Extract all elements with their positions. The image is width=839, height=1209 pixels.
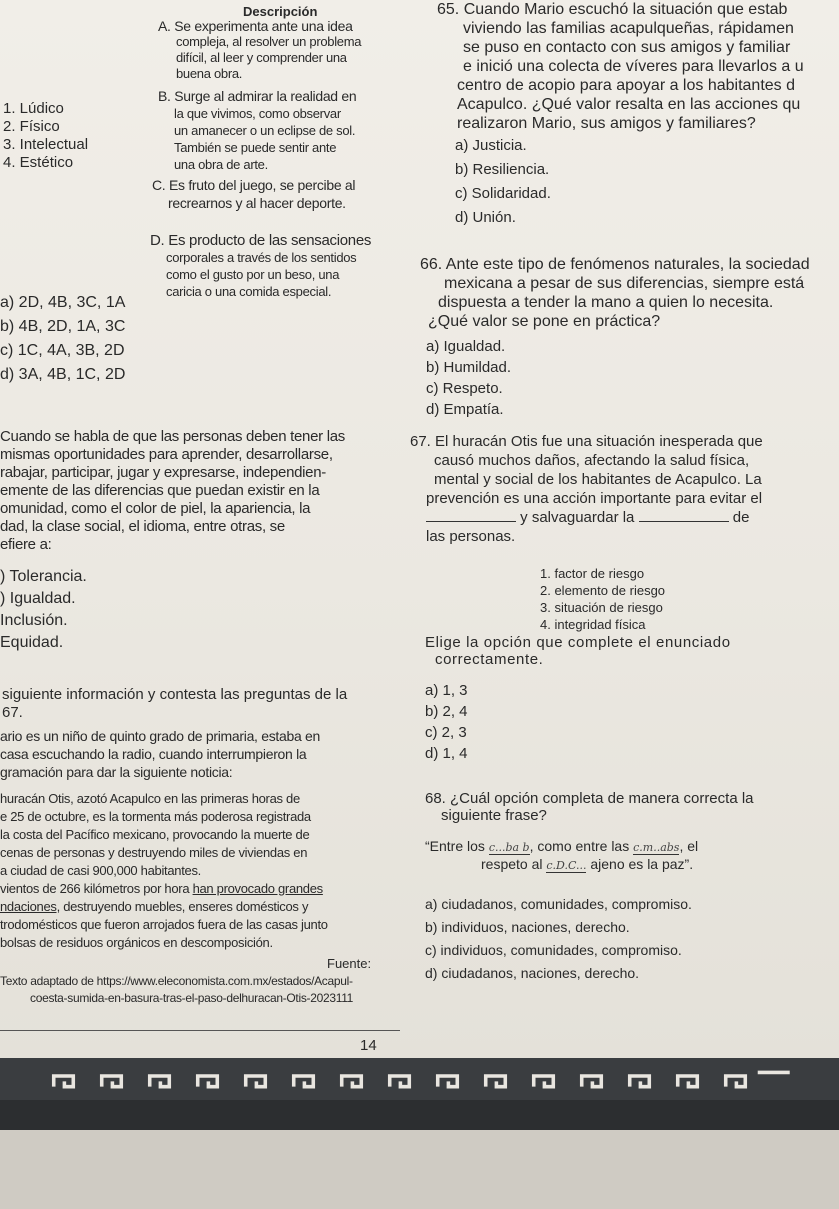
page-number: 14 <box>360 1037 377 1054</box>
story-text <box>0 727 320 781</box>
q68-options <box>425 893 692 985</box>
question-line: emente de las diferencias que puedan existir en la <box>0 482 320 499</box>
desc-line: caricia o una comida especial. <box>166 284 332 299</box>
source-line: coesta-sumida-en-basura-tras-el-paso-delhuracan-Otis-2023111 <box>30 991 354 1005</box>
q67-prompt <box>425 634 731 668</box>
source-text <box>0 973 353 1007</box>
option-item[interactable]: a) 2D, 4B, 3C, 1A <box>0 294 126 311</box>
item-line: 2. elemento de riesgo <box>540 583 666 598</box>
answer-blank[interactable] <box>639 509 729 522</box>
question-68 <box>425 790 754 824</box>
story-line: ario es un niño de quinto grado de primaria, estaba en <box>0 728 321 744</box>
handwritten-answer[interactable]: c.D.C... <box>546 859 587 872</box>
question-line: 65. Cuando Mario escuchó la situación que estab <box>437 1 788 18</box>
option-item[interactable]: b) 4B, 2D, 1A, 3C <box>0 318 126 335</box>
phrase-line <box>425 838 698 856</box>
question-line: causó muchos daños, afectando la salud física, <box>434 452 750 469</box>
phrase-fragment: ajeno es la paz”. <box>590 856 694 872</box>
question-line: mental y social de los habitantes de Acapulco. La <box>434 471 762 488</box>
news-line: la costa del Pacífico mexicano, provocando la muerte de <box>0 827 310 842</box>
intro-line: siguiente información y contesta las preguntas de la <box>2 686 348 703</box>
description-b <box>158 88 356 173</box>
handwritten-answer[interactable]: c.m..abs <box>633 841 680 854</box>
reading-intro <box>2 686 347 722</box>
story-line: casa escuchando la radio, cuando interrumpieron la <box>0 746 307 762</box>
option-item[interactable]: c) 1C, 4A, 3B, 2D <box>0 342 125 359</box>
story-line: gramación para dar la siguiente noticia: <box>0 764 233 780</box>
greek-key-border <box>0 1060 839 1100</box>
desc-line: una obra de arte. <box>174 157 268 172</box>
type-item: 2. Físico <box>3 118 60 135</box>
handwritten-answer[interactable]: c...ba b <box>488 841 530 854</box>
match-options <box>0 291 125 387</box>
option-item[interactable]: b) 2, 4 <box>425 703 468 720</box>
desc-line: recrearnos y al hacer deporte. <box>168 195 346 211</box>
desc-line: A. Se experimenta ante una idea <box>158 18 353 34</box>
option-item[interactable]: d) 1, 4 <box>425 745 468 762</box>
question-line: viviendo las familias acapulqueñas, rápidamen <box>463 20 794 37</box>
desc-line: B. Surge al admirar la realidad en <box>158 88 357 104</box>
news-line: e 25 de octubre, es la tormenta más poderosa registrada <box>0 809 311 824</box>
news-text <box>0 790 328 952</box>
prompt-line: correctamente. <box>435 651 544 668</box>
desc-line: un amanecer o un eclipse de sol. <box>174 123 356 138</box>
question-line: efiere a: <box>0 536 52 553</box>
news-fragment: destruyendo muebles, enseres domésticos y <box>59 899 309 914</box>
option-item[interactable]: a) Igualdad. <box>426 338 506 355</box>
option-item[interactable]: a) 1, 3 <box>425 682 468 699</box>
question-line: siguiente frase? <box>441 807 547 824</box>
item-line: 1. factor de riesgo <box>540 566 645 581</box>
phrase-fragment: , el <box>679 838 699 854</box>
phrase-fragment: , como entre las <box>529 838 630 854</box>
question-line: omunidad, como el color de piel, la apariencia, la <box>0 500 311 517</box>
news-line <box>0 898 328 916</box>
type-item: 3. Intelectual <box>3 136 89 153</box>
question-line: e inició una colecta de víveres para llevarlos a u <box>463 58 804 75</box>
equality-question <box>0 428 345 554</box>
question-line: mismas oportunidades para aprender, desarrollarse, <box>0 446 333 463</box>
news-line: a ciudad de casi 900,000 habitantes. <box>0 863 201 878</box>
q67-items <box>540 565 665 633</box>
description-d <box>150 232 371 300</box>
desc-line: la que vivimos, como observar <box>174 106 341 121</box>
news-line: bolsas de residuos orgánicos en descomposición. <box>0 935 273 950</box>
divider <box>0 1030 400 1031</box>
description-heading: Descripción <box>243 4 318 19</box>
option-item[interactable]: ) Tolerancia. <box>0 568 87 585</box>
desc-line: como el gusto por un beso, una <box>166 267 340 282</box>
desc-line: C. Es fruto del juego, se percibe al <box>152 177 356 193</box>
news-fragment: vientos de 266 kilómetros por hora <box>0 881 190 896</box>
option-item[interactable]: a) Justicia. <box>455 137 527 154</box>
description-c <box>152 176 355 212</box>
type-item: 1. Lúdico <box>3 100 64 117</box>
q66-options <box>426 336 511 420</box>
prompt-line: Elige la opción que complete el enunciado <box>425 634 731 651</box>
question-line: 67. El huracán Otis fue una situación inesperada que <box>410 433 763 450</box>
type-item: 4. Estético <box>3 154 74 171</box>
option-item[interactable]: c) individuos, comunidades, compromiso. <box>425 942 682 958</box>
equality-options <box>0 566 87 654</box>
desc-line: buena obra. <box>176 66 243 81</box>
option-item[interactable]: ) Igualdad. <box>0 590 76 607</box>
news-line: cenas de personas y destruyendo miles de viviendas en <box>0 845 308 860</box>
question-65 <box>437 0 804 133</box>
footer-dark-band <box>0 1100 839 1130</box>
option-item[interactable]: c) Respeto. <box>426 380 503 397</box>
question-line: las personas. <box>426 528 516 545</box>
option-item[interactable]: a) ciudadanos, comunidades, compromiso. <box>425 896 692 912</box>
option-item[interactable]: b) individuos, naciones, derecho. <box>425 919 630 935</box>
option-item[interactable]: Inclusión. <box>0 612 68 629</box>
question-line: se puso en contacto con sus amigos y familiar <box>463 39 791 56</box>
answer-blank[interactable] <box>426 509 516 522</box>
source-label: Fuente: <box>327 956 372 971</box>
item-line: 3. situación de riesgo <box>540 600 663 615</box>
question-line: 68. ¿Cuál opción completa de manera correcta la <box>425 790 754 807</box>
question-line: dispuesta a tender la mano a quien lo necesita. <box>438 294 774 311</box>
q67-options <box>425 680 468 764</box>
question-fragment: de <box>732 509 750 526</box>
q65-options <box>455 134 551 230</box>
question-line: centro de acopio para apoyar a los habitantes d <box>457 77 796 94</box>
question-66 <box>420 255 810 331</box>
option-item[interactable]: d) ciudadanos, naciones, derecho. <box>425 965 640 981</box>
phrase-fragment: respeto al <box>481 856 543 872</box>
news-line <box>0 880 328 898</box>
question-line: dad, la clase social, el idioma, entre otras, se <box>0 518 285 535</box>
question-line: prevención es una acción importante para evitar el <box>426 490 763 507</box>
option-item[interactable]: d) Empatía. <box>426 401 504 418</box>
news-line: huracán Otis, azotó Acapulco en las primeras horas de <box>0 791 300 806</box>
news-line: trodomésticos que fueron arrojados fuera de las casas junto <box>0 917 328 932</box>
question-line: ¿Qué valor se pone en práctica? <box>428 313 661 330</box>
phrase-line <box>425 856 698 874</box>
question-line <box>410 508 763 527</box>
source-line: Texto adaptado de https://www.eleconomista.com.mx/estados/Acapul- <box>0 974 353 988</box>
question-line: Cuando se habla de que las personas deben tener las <box>0 428 345 445</box>
desc-line: difícil, al leer y comprender una <box>176 50 347 65</box>
desc-line: D. Es producto de las sensaciones <box>150 232 372 249</box>
option-item[interactable]: c) Solidaridad. <box>455 185 551 202</box>
item-line: 4. integridad física <box>540 617 646 632</box>
option-item[interactable]: Equidad. <box>0 634 64 651</box>
q68-phrase <box>425 838 698 874</box>
question-line: realizaron Mario, sus amigos y familiares? <box>457 115 756 132</box>
option-item[interactable]: b) Resiliencia. <box>455 161 550 178</box>
option-item[interactable]: d) Unión. <box>455 209 516 226</box>
desc-line: También se puede sentir ante <box>174 140 337 155</box>
question-fragment: y salvaguardar la <box>520 509 635 526</box>
question-line: rabajar, participar, jugar y expresarse, independien- <box>0 464 326 481</box>
desc-line: compleja, al resolver un problema <box>176 34 362 49</box>
phrase-fragment: “Entre los <box>425 838 485 854</box>
desc-line: corporales a través de los sentidos <box>166 250 357 265</box>
underlined-fragment: ndaciones, <box>0 899 60 914</box>
question-67 <box>410 432 763 546</box>
option-item[interactable]: c) 2, 3 <box>425 724 467 741</box>
types-list <box>3 100 88 172</box>
underlined-fragment: han provocado grandes <box>192 881 323 896</box>
question-line: Acapulco. ¿Qué valor resalta en las acciones qu <box>457 96 801 113</box>
question-line: 66. Ante este tipo de fenómenos naturales, la sociedad <box>420 256 810 273</box>
question-line: mexicana a pesar de sus diferencias, siempre está <box>444 275 805 292</box>
option-item[interactable]: b) Humildad. <box>426 359 512 376</box>
intro-line: 67. <box>2 704 23 721</box>
description-a <box>158 18 361 82</box>
option-item[interactable]: d) 3A, 4B, 1C, 2D <box>0 366 126 383</box>
